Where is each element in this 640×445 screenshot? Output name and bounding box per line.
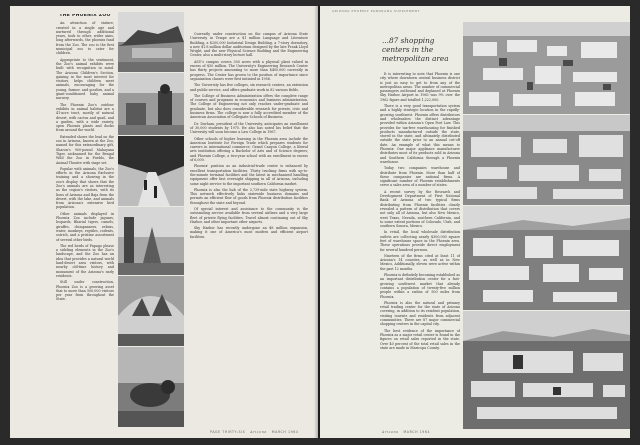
paragraph: A recent survey by the Research and Development Department of First National Bank of Arizona of two typical firms distributing from Phoenix facilities clearly revealed a pattern of distribution that covers not only all of Arizona, but also New Mexico, west Texas, Nevada, southern California, and to some extent portions of Colorado, Utah, and southern Sonora, Mexico. [380,189,460,229]
paragraph: ASU's campus covers 300 acres with a physical plant valued in excess of $50 million. The University's Engineering Research Center has thirty projects amounting to more than $400,000 currently in progress. The Center has grown to the position of importance since organization classes were first initiated in 1956. [190,59,308,81]
paragraph: The red herds of Papago please a sideling elements in the Zoo's landscape, and the Zoo has an idea that provides a natural world land-desert area visitors, with nearby old-time history and monument of the Arizona's early residents. [56,243,114,278]
issue-date: MARCH 1964 [403,430,431,434]
aerial-city-photo-3 [463,206,630,310]
issue-date: MARCH 1964 [271,430,299,434]
zoo-article-column [56,14,114,426]
magazine-name: Arizona [382,430,399,434]
shopping-headline: ...87 shopping centers in the metropolitan area [382,36,449,63]
paragraph: Popular with animals, the Zoo's efforts in the Arizona Exclusive training and a showing in the zoo's display that shows that the Zoo's animals are as interesting as the region's visitors, with its lions of Arizona and Baja from the desert, with the lake, and animals from Arizona's extensive bird population. [56,166,114,210]
right-page-folio [382,430,430,434]
running-head: ARIZONA PHOENIX PANORAMA SUPPLEMENT [332,9,420,13]
paragraph: Other animals displayed in Phoenix Zoo include jaguars, leopards, Bharial tigers, camels, giraffes, chimpanzees, zebras, water, monkeys, reptiles, rodents, ostrich, and a pristine assortment of several other birds. [56,211,114,242]
paragraph: Of special interest and assistance to the community is the outstanding service available from several airlines and a very large fleet of private flying facilities. Travel almost continuing out of Sky Harbor, and other important other airports. [190,206,308,224]
magazine-name: Arizona [250,430,267,434]
paragraph: Currently under construction on the campus of Arizona State University in Tempe are a $1 million Language and Literature Building, a $200,000 Industrial Design Building, a 7-story dormitory, a new $1.8 million dollar auditorium designed by the late Frank Lloyd Wright, and the new Physical Science Building and the Engineering Center, also a multi-story lecture hall. [190,32,308,58]
paragraph: An attraction of stature, created in a single age and nurtured through additional years, took to other, wider aims, long afterwards, the phoenix fund from the Zoo. The zoo is the first municipal zoo to cater for children. [56,21,114,56]
paragraph: Extended shows the lead on the zoo in Arizona, known at the Zoo, named for this extraordinary gift, Sharon's 900-pound Mahayana Tiger, nicknamed for the Bengal Wild the Zoo in Pueblo, the Animal Theatre with stage set. [56,134,114,165]
paragraph: The Phoenix Zoo's outdoor exhibits in animal habitat are a 41-acre tract, mostly of natural desert, with cactus and quail, and a garden, with a wide variety, open Phoenix plants and ducks from around the world. [56,102,114,133]
paragraph: The College of Business Administration offers the complete range of courses and programs in economics and business administration. The College of Engineering not only reaches under-graduate and graduate, but also does considerable research for private, civic and business firms. The college is now a fully accredited member of the American Association of Collegiate Schools of Business. [190,93,308,120]
paragraph: There is a very good transportation system and a highly strategic location in the rapidly-growing southwest. Phoenix offers distributors and wholesalers the distinct advantage provided within Arizona's Open Port Law. This provides for tax-free warehousing for finished products manufactured outside the state, stored in the state, and ultimately distributed outside the state prior to an annual cut-off date. An example of what this means to Phoenix: One major appliance manufacturer distributes most of its products sold in Arizona and Southern California through a Phoenix warehouse. [380,104,460,164]
paragraph: It is interesting to note that Phoenix is one city where downtown central business district is just as easy to get to from any of the metropolitan areas. The number of commercial passengers outbound and deplaned at Phoenix Sky Harbor Airport in 1963 was 9% over the 1962 figure and totalled 1,222,000. [380,72,460,102]
aerial-city-photo-2 [463,115,630,205]
paragraph: Today two companies warehouse and distribute from Phoenix. More than half of these companies are national firms. A significant number of Phoenix establishments serve a sales area of a number of states. [380,166,460,188]
paragraph: Sky Harbor has recently undergone an $8 million expansion, making it one of America's most modern and efficient airport facilities. [190,226,308,239]
zoo-article-title: THE PHOENIX ZOO [59,14,111,18]
zoo-animal-photo [118,347,184,427]
zoo-entrance-photo [118,12,184,72]
aerial-city-photo-4 [463,311,630,429]
aerial-city-photo-1 [463,22,630,114]
paragraph: The best evidence of the importance of Phoenix as a major retail center is found in the figures on retail sales reported in the state. Over 40 percent of the total retail sales in the state are made in Maricopa County. [380,328,460,350]
paragraph: Other schools of higher learning in the Phoenix area include the American Institute for Foreign Trade which prepares students for careers in international commerce; Grand Canyon College, a liberal arts institution offering a Bachelor of Arts and of Science degrees; and Phoenix College, a two-year school with an enrollment in excess of 6,000. [190,136,308,163]
page-number: PAGE THIRTY-SIX [210,430,246,434]
paragraph: Phoenix is also the natural and primary retail trading center for the state of Arizona covering, in addition to its resident population, visiting tourists and residents from adjacent communities. There are 87 major commercial shopping centers in the capital city. [380,300,460,327]
left-page-folio [210,430,298,434]
paragraph: Phoenix is definitely becoming established as an important distribution center for a fast-growing southwest market that already contains a population of twenty-five million people within a radius of 500 miles from Phoenix. [380,273,460,299]
paragraph: Phoenix is also the hub of the 3,739-mile state highway system. This network effectively links statewide business domains and permits an efficient flow of goods from Phoenix distribution facilities throughout the state and beyond. [190,187,308,205]
zoo-path-photo [118,136,184,206]
paragraph: Nineteen of the firms cited at least 11 of Arizona's 14 counties, as well as in New Mexico, Additionally, eleven were active within the past 12 months. [380,253,460,271]
paragraph: Dr. Durham, president of the University, anticipates an enrollment of 30,000 students by 1975. He also has noted his belief that the University will soon become a Law College in 1967. [190,121,308,135]
paragraph: Appropriate to the sentiment, the Zoo's animal exhibits were built with recognition in mind. The Arizona Children's Section, gaining in the most interest for visitors, helps children meet animals, encouraging for the young, farmer, and goodies, and a giant-conditioned baby animal nursery. [56,57,114,101]
paragraph: Phoenix' position as an industrial-trade center is enhanced by excellent transportation facilities. Thirty trucking firms with up-to-the-minute terminal facilities and the latest in mechanized handling equipment offer fast overnight shipping in all of Arizona, including some night service to the important southern California market. [190,164,308,186]
education-article-column [190,32,308,428]
zoo-children-photo [118,73,184,135]
zoo-aviary-photo [118,276,184,346]
paragraph: The University has five colleges, six research centers, an extension and public service, and offers graduate work in 82 various fields. [190,83,308,92]
zoo-tower-photo [118,207,184,275]
distribution-article-column [380,72,460,428]
paragraph: In retail, the local wholesale distribution outlets are collecting nearly $300,000 square feet of warehouse space in the Phoenix area. These operations provide direct employment for several hundred persons. [380,230,460,252]
paragraph: Still under construction, Phoenix Zoo is a growing asset that to more than 500,000 visitors per year from throughout the State. [56,280,114,302]
